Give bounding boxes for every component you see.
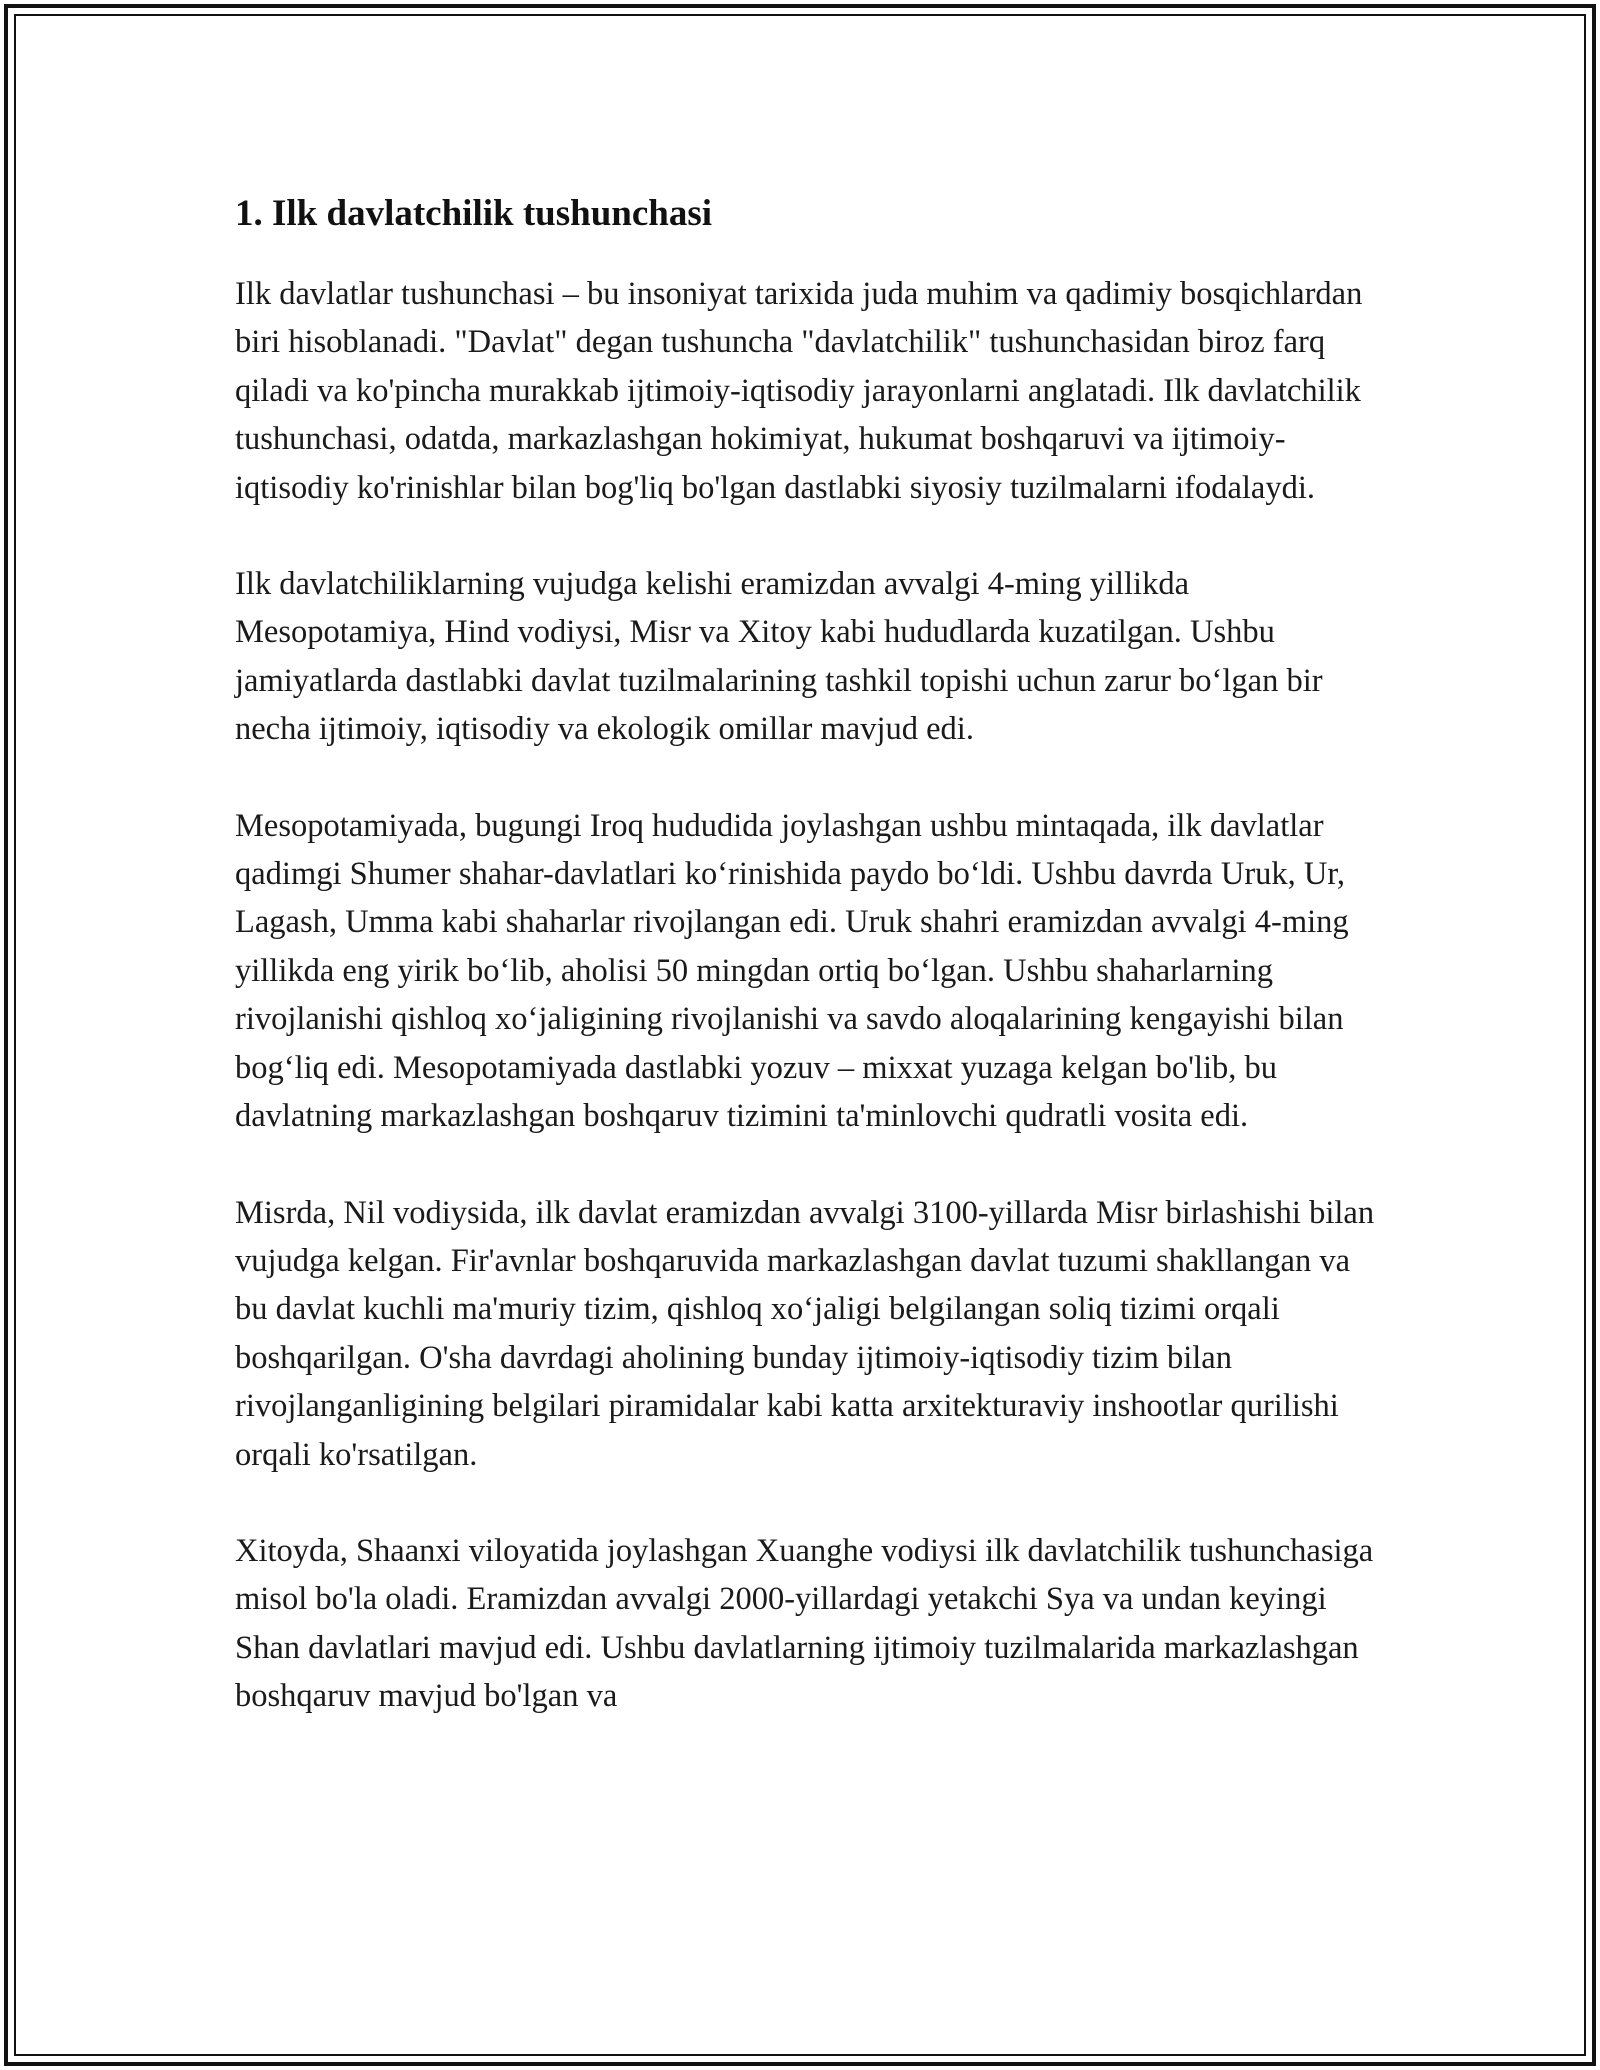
paragraph-definition: Ilk davlatlar tushunchasi – bu insoniyat tarixida juda muhim va qadimiy bosqichlardan biri hisoblanadi. "Davlat" degan tushuncha "davlatchilik" tushunchasidan biroz farq qiladi va ko'pincha murakkab ijtimoiy-iqtisodiy jarayonlarni anglatadi. Ilk davlatchilik tushunchasi, odatda, markazlashgan hokimiyat, hukumat boshqaruvi va ijtimoiy-iqtisodiy ko'rinishlar bilan bog'liq bo'lgan dastlabki siyosiy tuzilmalarni ifodalaydi. [235,276,1363,506]
paragraph-egypt: Misrda, Nil vodiysida, ilk davlat eramizdan avvalgi 3100-yillarda Misr birlashishi bilan vujudga kelgan. Fir'avnlar boshqaruvida markazlashgan davlat tuzumi shakllangan va bu davlat kuchli ma'muriy tizim, qishloq xo‘jaligi belgilangan soliq tizimi orqali boshqarilgan. O'sha davrdagi aholining bunday ijtimoiy-iqtisodiy tizim bilan rivojlanganligining belgilari piramidalar kabi katta arxitekturaviy inshootlar qurilishi orqali ko'rsatilgan. [235,1194,1375,1473]
paragraph-mesopotamia: Mesopotamiyada, bugungi Iroq hududida joylashgan ushbu mintaqada, ilk davlatlar qadimgi Shumer shahar-davlatlari ko‘rinishida paydo bo‘ldi. Ushbu davrda Uruk, Ur, Lagash, Umma kabi shaharlar rivojlangan edi. Uruk shahri eramizdan avvalgi 4-ming yillikda eng yirik bo‘lib, aholisi 50 mingdan ortiq bo‘lgan. Ushbu shaharlarning rivojlanishi qishloq xo‘jaligining rivojlanishi va savdo aloqalarining kengayishi bilan bog‘liq edi. Mesopotamiyada dastlabki yozuv – mixxat yuzaga kelgan bo'lib, bu davlatning markazlashgan boshqaruv tizimini ta'minlovchi qudratli vosita edi. [235,807,1349,1135]
document-body [235,186,1375,1769]
section-heading: 1. Ilk davlatchilik tushunchasi [235,193,713,234]
paragraph-china: Xitoyda, Shaanxi viloyatida joylashgan Xuanghe vodiysi ilk davlatchilik tushunchasiga misol bo'la oladi. Eramizdan avvalgi 2000-yillardagi yetakchi Sya va undan keyingi Shan davlatlari mavjud edi. Ushbu davlatlarning ijtimoiy tuzilmalarida markazlashgan boshqaruv mavjud bo'lgan va [235,1532,1374,1715]
paragraph-origins: Ilk davlatchiliklarning vujudga kelishi eramizdan avvalgi 4-ming yillikda Mesopotamiya, Hind vodiysi, Misr va Xitoy kabi hududlarda kuzatilgan. Ushbu jamiyatlarda dastlabki davlat tuzilmalarining tashkil topishi uchun zarur bo‘lgan bir necha ijtimoiy, iqtisodiy va ekologik omillar mavjud edi. [235,566,1323,748]
